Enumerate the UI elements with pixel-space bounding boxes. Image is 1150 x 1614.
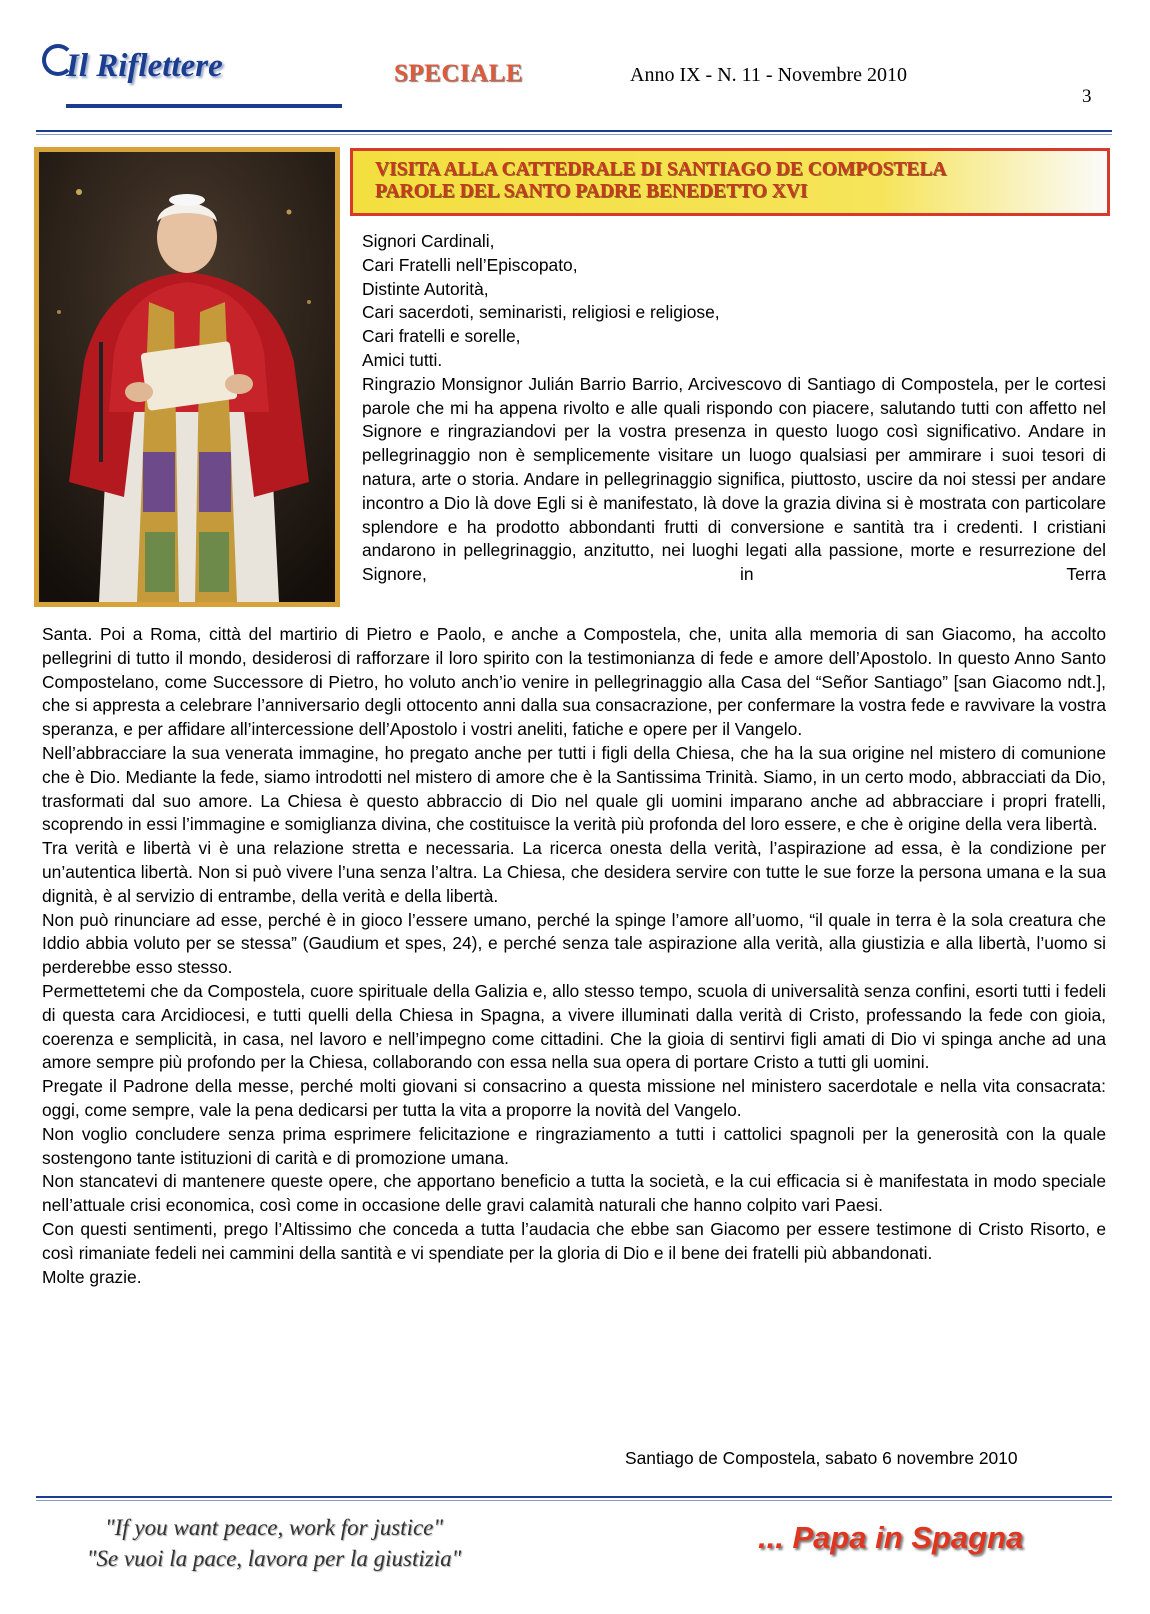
quote-italian: "Se vuoi la pace, lavora per la giustizia" (86, 1546, 462, 1571)
footer-divider (36, 1496, 1112, 1498)
body-paragraph: Con questi sentimenti, prego l’Altissimo che conceda a tutta l’audacia che ebbe san Giacomo per essere testimone di Cristo Risorto, e così rimaniate fedeli nei cammini della santità e vi spendiate per la gloria di Dio e il bene dei fratelli più abbandonati. (42, 1218, 1106, 1263)
intro-paragraph: Ringrazio Monsignor Julián Barrio Barrio, Arcivescovo di Santiago di Compostela, per le cortesi parole che mi ha appena rivolto e alle quali rispondo con piacere, salutando tutti con affetto nel Signore e ringraziandovi per la vostra presenza in questo luogo così significativo. Andare in pellegrinaggio non è semplicemente visitare un luogo qualsiasi per ammirare i suoi tesori di natura, arte o storia. Andare in pellegrinaggio significa, piuttosto, uscire da noi stessi per andare incontro a Dio là dove Egli si è manifestato, là dove la grazia divina si è mostrata con particolare splendore e ha prodotto abbondanti frutti di conversione e santità tra i credenti. I cristiani andarono in pellegrinaggio, anzitutto, nei luoghi legati alla passione, morte e resurrezione del Signore, in Terra (362, 373, 1106, 585)
footer-quotes (44, 1512, 504, 1574)
salutation-line: Signori Cardinali, (362, 231, 495, 251)
salutation-line: Cari fratelli e sorelle, (362, 326, 521, 347)
article-title-box (350, 148, 1110, 216)
pope-illustration-icon (39, 152, 335, 602)
logo-text: Il Riflettere (66, 48, 223, 84)
intro-text (362, 230, 1106, 587)
body-paragraph: Permettetemi che da Compostela, cuore spirituale della Galizia e, allo stesso tempo, scuola di universalità senza confini, esorti tutti i fedeli di questa cara Arcidiocesi, e tutti quelli della Chiesa in Spagna, a vivere illuminati dalla verità di Cristo, professando la fede con gioia, coerenza e semplicità, in casa, nel lavoro e nell’impegno come cittadini. Che la gioia di sentirvi figli amati di Dio vi spinga anche ad una amore sempre più profondo per la Chiesa, collaborando con essa nella sua opera di portare Cristo a tutti gli uomini. (42, 980, 1106, 1073)
header-divider (36, 130, 1112, 132)
salutation-line: Distinte Autorità, (362, 278, 489, 299)
body-paragraph: Non può rinunciare ad esse, perché è in gioco l’essere umano, perché la spinge l’amore all’uomo, “il quale in terra è la sola creatura che Iddio abbia voluto per se stessa” (Gaudium et spes, 24), e perché senza tale aspirazione alla verità, alla giustizia e alla libertà, l’uomo si perderebbe esso stesso. (42, 909, 1106, 978)
newsletter-logo (42, 38, 302, 110)
section-label: SPECIALE (394, 60, 524, 87)
pope-photo (34, 147, 340, 607)
body-paragraph: Nell’abbracciare la sua venerata immagine, ho pregato anche per tutti i figli della Chiesa, che ha la sua origine nel mistero di comunione che è Dio. Mediante la fede, siamo introdotti nel mistero di amore che è la Santissima Trinità. Siamo, in un certo modo, abbracciati da Dio, trasformati dal suo amore. La Chiesa è questo abbraccio di Dio nel quale gli uomini imparano anche ad abbracciare i propri fratelli, scoprendo in essi l’immagine e somiglianza divina, che costituisce la verità più profonda del loro essere, e che è origine della vera libertà. (42, 742, 1106, 835)
article-body (42, 623, 1106, 1289)
article-title-line2: PAROLE DEL SANTO PADRE BENEDETTO XVI (375, 181, 808, 202)
header-divider-thin (36, 134, 1112, 135)
body-paragraph: Santa. Poi a Roma, città del martirio di Pietro e Paolo, e anche a Compostela, che, unita alla memoria di san Giacomo, ha accolto pellegrini di tutto il mondo, desiderosi di rafforzare il loro spirito con la testimonianza di fede e amore dell’Apostolo. In questo Anno Santo Compostelano, come Successore di Pietro, ho voluto anch’io venire in pellegrinaggio alla Casa del “Señor Santiago” [san Giacomo ndt.], che si appresta a celebrare l’anniversario degli ottocento anni dalla sua consacrazione, per confermare la vostra fede e ravvivare la vostra speranza, e per affidare all’intercessione dell’Apostolo i vostri aneliti, fatiche e opere per il Vangelo. (42, 624, 1106, 740)
body-paragraph: Molte grazie. (42, 1266, 142, 1287)
quote-english: "If you want peace, work for justice" (104, 1515, 444, 1540)
footer-divider-thin (36, 1500, 1112, 1501)
body-paragraph: Non voglio concludere senza prima esprimere felicitazione e ringraziamento a tutti i cattolici spagnoli per la generosità con la quale sostengono tante istituzioni di carità e di promozione umana. (42, 1123, 1106, 1168)
body-paragraph: Non stancatevi di mantenere queste opere, che apportano beneficio a tutta la società, e la cui efficacia si è manifestata in modo speciale nell’attuale crisi economica, così come in occasione delle gravi calamità naturali che hanno colpito vari Paesi. (42, 1171, 1106, 1216)
body-paragraph: Tra verità e libertà vi è una relazione stretta e necessaria. La ricerca onesta della verità, l’aspirazione ad essa, è la condizione per un’autentica libertà. Non si può vivere l’una senza l’altra. La Chiesa, che desidera servire con tutte le sue forze la persona umana e la sua dignità, è al servizio di entrambe, della verità e della libertà. (42, 838, 1106, 906)
body-paragraph: Pregate il Padrone della messe, perché molti giovani si consacrino a questa missione nel ministero sacerdotale e nella vita consacrata: oggi, come sempre, vale la pena dedicarsi per tutta la vita a proporre la novità del Vangelo. (42, 1076, 1106, 1120)
page-number: 3 (1082, 86, 1092, 107)
series-label: ... Papa in Spagna (758, 1520, 1024, 1555)
salutation-line: Cari sacerdoti, seminaristi, religiosi e religiose, (362, 302, 720, 323)
signature-line: Santiago de Compostela, sabato 6 novembre 2010 (625, 1448, 1018, 1468)
article-title-line1: VISITA ALLA CATTEDRALE DI SANTIAGO DE COMPOSTELA (375, 159, 947, 180)
logo-underline (66, 104, 342, 108)
issue-info: Anno IX - N. 11 - Novembre 2010 (630, 64, 907, 86)
salutation-line: Amici tutti. (362, 349, 443, 370)
salutation-line: Cari Fratelli nell’Episcopato, (362, 254, 578, 275)
